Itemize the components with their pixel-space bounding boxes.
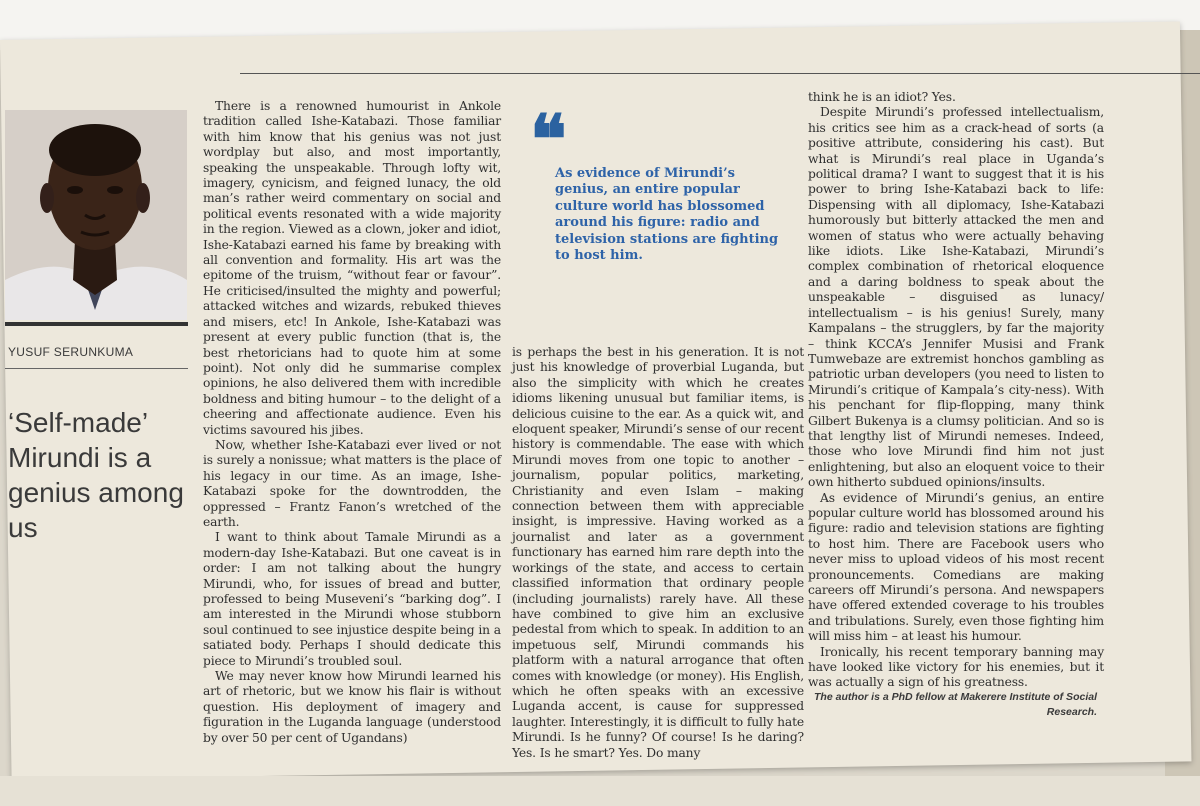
author-note: The author is a PhD fellow at Makerere Institute of Social Research. xyxy=(814,691,1097,718)
headline: ‘Self-made’ Mirundi is a genius among us xyxy=(8,407,184,543)
paragraph: As evidence of Mirundi’s genius, an entire popular culture world has blossomed around his figure: radio and television stations are fighting to host him. There are Facebook users who never miss to upload videos of his most recent pronouncements. Comedians are making careers off Mirundi’s persona. And newspapers have offered extended coverage to his troubles and tribulations. Surely, even those fighting him will miss him – at least his humour. xyxy=(808,490,1104,644)
paragraph: is perhaps the best in his generation. It is not just his knowledge of proverbial Luganda, but also the simplicity with which he creates idioms likening unusual but familiar items, is delicious cuisine to the ear. As a quick wit, and eloquent speaker, Mirundi’s sense of our recent history is commendable. The ease with which Mirundi moves from one topic to another – journalism, popular politics, marketing, Christianity and even Islam – making connection between them with appreciable insight, is impressive. Having worked as a journalist and later as a government functionary has earned him rare depth into the workings of the state, and access to certain classified information that ordinary people (including journalists) rarely have. All these have combined to give him an exclusive pedestal from which to speak. In addition to an impetuous self, Mirundi commands his platform with a natural arrogance that often comes with knowledge (or money). His English, which he often speaks with an excessive Luganda accent, is cause for suppressed laughter. Interestingly, it is difficult to fully hate Mirundi. Is he funny? Of course! Is he daring? Yes. Is he smart? Yes. Do many xyxy=(512,345,804,760)
author-photo xyxy=(5,110,187,320)
paragraph: We may never know how Mirundi learned his art of rhetoric, but we know his flair is without question. His deployment of imagery and figuration in the Luganda language (understood by over 50 per cent of Ugandans) xyxy=(203,669,501,745)
byline-rule xyxy=(5,368,188,369)
paragraph: There is a renowned humourist in Ankole tradition called Ishe-Katabazi. Those familiar with him know that his genius was not just wordplay but also, and most importantly, speaking the unspeakable. Through lofty wit, imagery, cynicism, and feigned lunacy, the old man’s rather weird commentary on social and political events resonated with a wide majority in the region. Viewed as a clown, joker and idiot, Ishe-Katabazi earned his fame by breaking with all convention and formality. His art was the epitome of the truism, “without fear or favour”. He criticised/insulted the mighty and powerful; attacked witches and wizards, rebuked thieves and misers, etc! In Ankole, Ishe-Katabazi was present at every public function (that is, the best rhetoricians had to quote him at some point). Not only did he summarise complex opinions, he also delivered them with incredible boldness and biting humour – to the delight of a cheering and affectionate audience. Even his victims savoured his jibes. xyxy=(203,99,501,437)
article-column-3 xyxy=(808,90,1104,691)
photo-rule xyxy=(5,322,188,326)
portrait-image xyxy=(5,110,187,320)
paragraph: Now, whether Ishe-Katabazi ever lived or not is surely a nonissue; what matters is the place of his legacy in our time. As an image, Ishe-Katabazi spoke for the downtrodden, the oppressed – Frantz Fanon’s wretched of the earth. xyxy=(203,437,501,529)
article-column-1 xyxy=(203,99,501,746)
article-column-2 xyxy=(512,345,804,761)
pull-quote: As evidence of Mirundi’s genius, an entire popular culture world has blossomed around his figure: radio and television stations are fighting to host him. xyxy=(555,166,779,264)
paragraph: I want to think about Tamale Mirundi as a modern-day Ishe-Katabazi. But one caveat is in order: I am not talking about the hungry Mirundi, who, for issues of bread and butter, professed to being Museveni’s “barking dog”. I am interested in the Mirundi whose stubborn soul continued to see injustice despite being in a satiated body. Perhaps I should dedicate this piece to Mirundi’s troubled soul. xyxy=(203,530,501,668)
background-bottom xyxy=(0,776,1200,806)
byline: YUSUF SERUNKUMA xyxy=(8,345,134,359)
paragraph: Despite Mirundi’s professed intellectualism, his critics see him as a crack-head of sorts (a positive attribute, considering his cast). But what is Mirundi’s real place in Uganda’s political drama? I want to suggest that it is his power to bring Ishe-Katabazi back to life: Dispensing with all diplomacy, Ishe-Katabazi humorously but bitterly attacked the men and women of status who were actually behaving like idiots. Like Ishe-Katabazi, Mirundi’s complex combination of rhetorical eloquence and a daring boldness to speak about the unspeakable – disguised as lunacy/ intellectualism – is his genius! Surely, many Kampalans – the strugglers, by far the majority – think KCCA’s Jennifer Musisi and Frank Tumwebaze are extremist honchos gambling as patriotic urban developers (you need to listen to Mirundi’s critique of Kampala’s city-ness). With his penchant for flip-flopping, many think Gilbert Bukenya is a clumsy politician. And so is that lengthy list of Mirundi nemeses. Indeed, those who love Mirundi find him not just enlightening, but also an eloquent voice to their own hitherto subdued opinions/insults. xyxy=(808,105,1104,490)
paragraph: Ironically, his recent temporary banning may have looked like victory for his enemies, but it was actually a sign of his greatness. xyxy=(808,644,1104,690)
paragraph: think he is an idiot? Yes. xyxy=(808,90,956,104)
top-rule xyxy=(240,73,1200,74)
quote-mark-icon: ❝ xyxy=(530,100,567,180)
